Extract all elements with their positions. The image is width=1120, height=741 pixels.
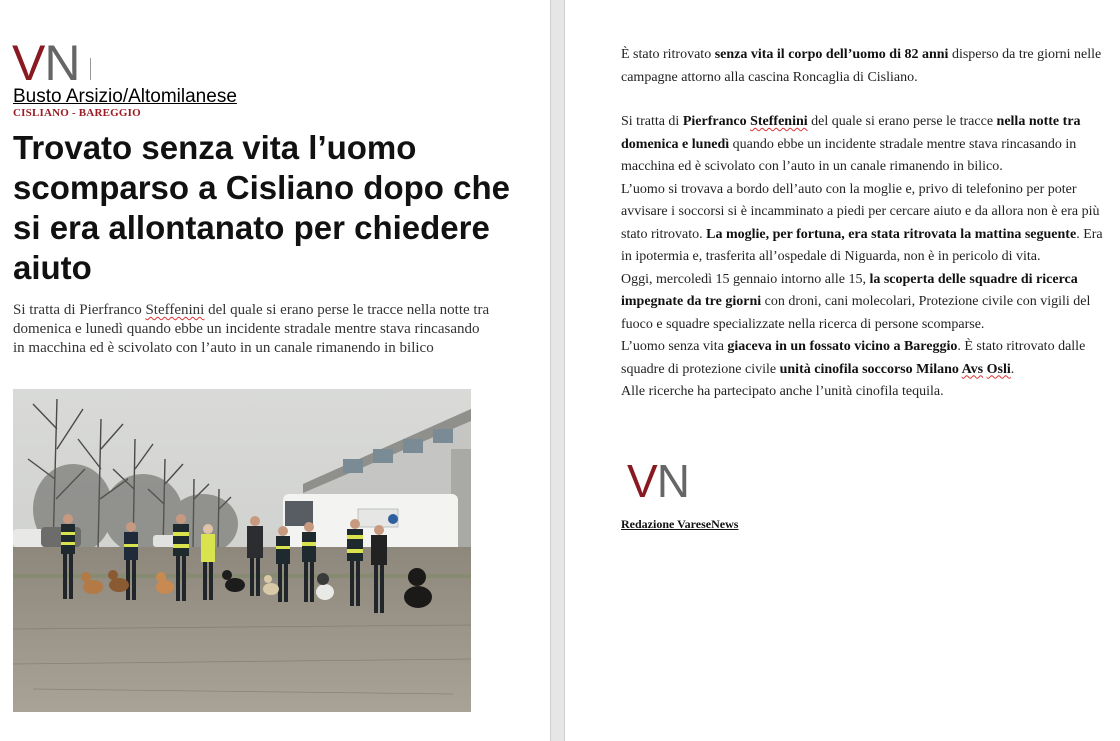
p3-b: La moglie, per fortuna, era stata ritrovata la mattina seguente bbox=[706, 226, 1077, 242]
p5-c: . È stato ritrovato dalle squadre di protezione civile bbox=[621, 339, 1086, 377]
logo-v: V bbox=[12, 35, 45, 91]
photo-rescue-team-icon bbox=[13, 389, 471, 712]
p4-c: con droni, cani molecolari, Protezione civile con vigili del fuoco e squadre specializzate nella ricerca di persone scomparse. bbox=[621, 294, 1091, 332]
lead-text-1: Si tratta di Pierfranco bbox=[13, 302, 146, 318]
article-photo[interactable] bbox=[13, 389, 471, 712]
p3-c: . Era in ipotermia e, trasferita all’ospedale di Niguarda, non è in pericolo di vita. bbox=[621, 226, 1103, 264]
article-lead bbox=[13, 301, 493, 358]
varesenews-logo[interactable] bbox=[12, 35, 80, 91]
article-paragraph-4 bbox=[621, 269, 1106, 337]
logo-v: V bbox=[627, 455, 657, 507]
p5-d1: unità cinofila soccorso Milano bbox=[779, 361, 962, 377]
article-paragraph-2 bbox=[621, 111, 1106, 179]
p2-e: quando ebbe un incidente stradale mentre stava rincasando in macchina ed è scivolato con l’auto in un canale rimanendo in bilico. bbox=[621, 136, 1077, 174]
section-link[interactable]: Busto Arsizio/Altomilanese bbox=[13, 86, 237, 107]
p2-d: nella notte tra domenica e lunedì bbox=[621, 114, 1081, 152]
p2-b1: Pierfranco bbox=[682, 114, 751, 129]
text-cursor bbox=[90, 58, 91, 80]
p3-a: L’uomo si trovava a bordo dell’auto con la moglie e, privo di telefonino per poter avvisare i soccorsi si è incamminato a piedi per cercare aiuto e da allora non è era più stato ritrovato. bbox=[621, 181, 1100, 242]
lead-name: Steffenini bbox=[145, 302, 205, 318]
lead-text-2: del quale si erano perse le tracce nella notte tra domenica e lunedì quando ebbe un incidente stradale mentre stava rincasando in macchina ed è scivolato con l’auto in un canale rimanendo in bilico bbox=[13, 302, 490, 356]
p4-b: la scoperta delle squadre di ricerca impegnate da tre giorni bbox=[621, 271, 1078, 309]
author-byline[interactable]: Redazione VareseNews bbox=[621, 517, 739, 531]
p5-a: L’uomo senza vita bbox=[621, 339, 728, 354]
article-paragraph-6: Alle ricerche ha partecipato anche l’unità cinofila tequila. bbox=[621, 384, 944, 399]
article-body bbox=[621, 44, 1106, 404]
p5-e: . bbox=[1010, 361, 1015, 377]
breadcrumb[interactable]: CISLIANO - BAREGGIO bbox=[13, 107, 141, 119]
p1-c: disperso da tre giorni nelle campagne attorno alla cascina Roncaglia di Cisliano. bbox=[621, 47, 1102, 85]
article-paragraph-5 bbox=[621, 336, 1106, 381]
page-gutter bbox=[550, 0, 565, 741]
p5-b: giaceva in un fossato vicino a Bareggio bbox=[727, 339, 958, 354]
p2-b2: Steffenini bbox=[750, 114, 808, 129]
p1-b: senza vita il corpo dell’uomo di 82 anni bbox=[714, 47, 949, 62]
logo-n: N bbox=[44, 35, 80, 91]
article-paragraph-3 bbox=[621, 179, 1106, 269]
varesenews-logo-footer[interactable] bbox=[627, 455, 689, 507]
p1-a: È stato ritrovato bbox=[621, 47, 715, 62]
p5-d4: Osli bbox=[986, 361, 1011, 377]
left-page bbox=[0, 0, 550, 741]
p2-a: Si tratta di bbox=[621, 114, 683, 129]
article-headline: Trovato senza vita l’uomo scomparso a Cisliano dopo che si era allontanato per chiedere aiuto bbox=[13, 129, 510, 286]
p4-a: Oggi, mercoledì 15 gennaio intorno alle 15, bbox=[621, 271, 870, 287]
paragraph-gap bbox=[621, 89, 1106, 111]
right-page bbox=[566, 0, 1120, 741]
article-paragraph-1 bbox=[621, 44, 1106, 89]
p2-c: del quale si erano perse le tracce bbox=[807, 114, 997, 129]
p5-d2: Avs bbox=[961, 361, 984, 377]
logo-n: N bbox=[656, 455, 689, 507]
